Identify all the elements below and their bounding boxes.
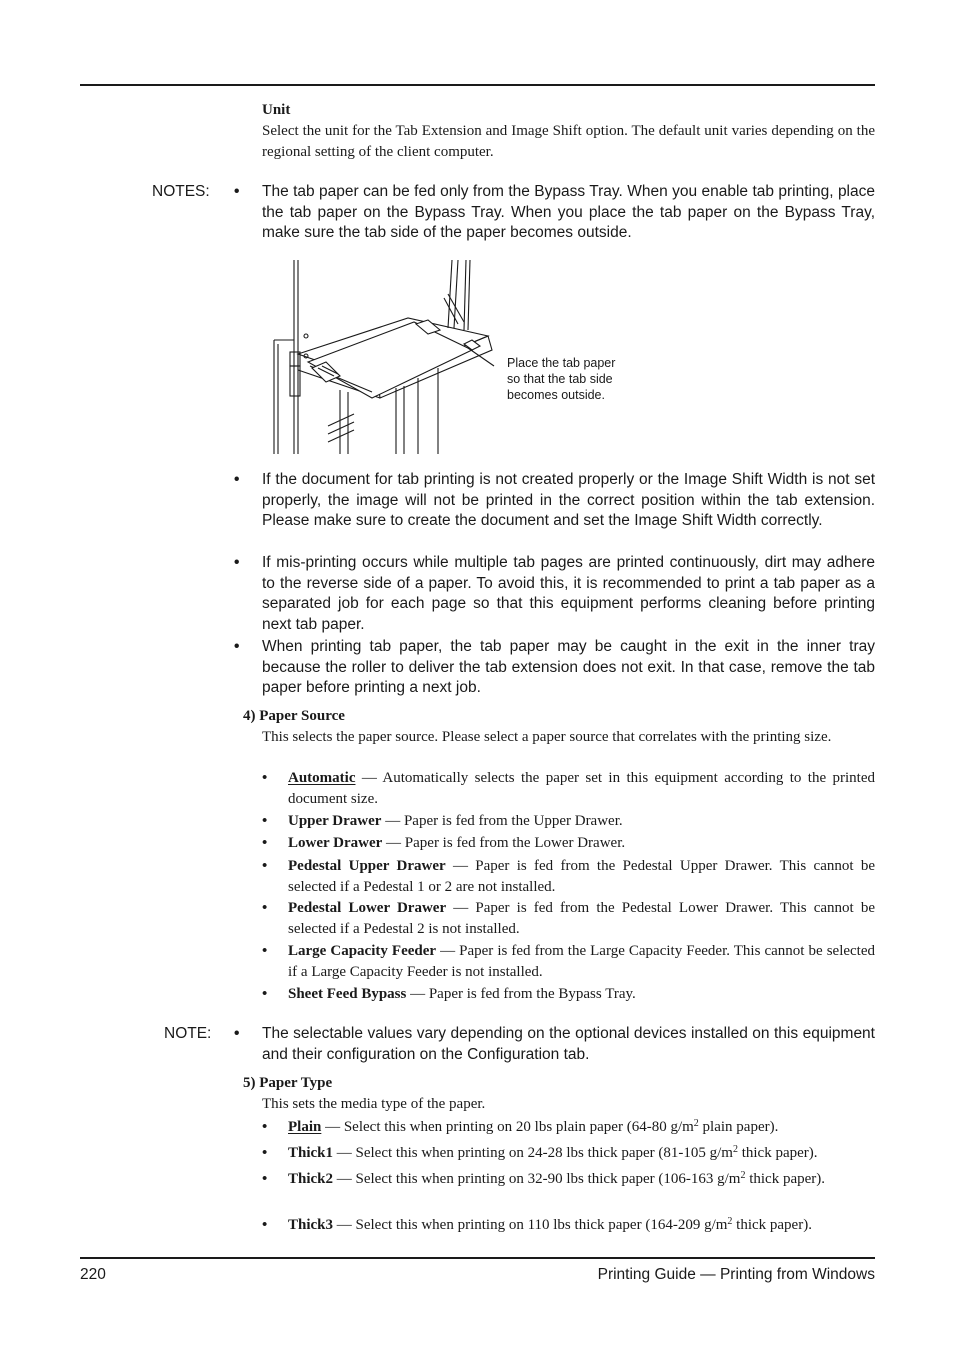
paper-source-item	[288, 833, 875, 854]
bullet-icon: •	[262, 858, 268, 874]
footer-title: Printing Guide — Printing from Windows	[597, 1266, 875, 1283]
option-desc: thick paper).	[745, 1171, 826, 1187]
option-desc: — Select this when printing on 32-90 lbs thick paper (106-163 g/m	[333, 1171, 741, 1187]
option-desc: thick paper).	[737, 1145, 818, 1161]
option-desc: — Select this when printing on 24-28 lbs thick paper (81-105 g/m	[333, 1145, 733, 1161]
note-item-2: If the document for tab printing is not created properly or the Image Shift Width is not set properly, the image will not be printed in the correct position within the tab extension. Please make sure to create the document and set the Image Shift Width correctly.	[262, 471, 875, 530]
option-desc: — Paper is fed from the Pedestal Upper Drawer. This cannot be selected if a Pedestal 1 or 2 are not installed.	[288, 858, 875, 895]
bullet-icon: •	[262, 1119, 268, 1135]
option-desc: thick paper).	[732, 1217, 812, 1233]
callout-line: becomes outside.	[507, 388, 605, 402]
footer-rule	[80, 1257, 875, 1259]
paper-source-item	[288, 941, 875, 983]
bullet-icon: •	[262, 1171, 268, 1187]
note-item-1: The tab paper can be fed only from the Bypass Tray. When you enable tab printing, place the tab paper on the Bypass Tray. When you place the tab paper on the Bypass Tray, make sure the tab side of the paper becomes outside.	[262, 183, 875, 242]
bullet-icon: •	[234, 183, 240, 200]
bullet-icon: •	[262, 1145, 268, 1161]
paper-source-item	[288, 984, 875, 1005]
note-item-3: If mis-printing occurs while multiple tab pages are printed continuously, dirt may adhere to the reverse side of a paper. To avoid this, it is recommended to print a tab paper as a separated job for each page so that this equipment performs cleaning before printing next tab paper.	[262, 554, 875, 633]
note-item-4: When printing tab paper, the tab paper may be caught in the exit in the inner tray because the roller to deliver the tab extension does not exit. In that case, remove the tab paper before printing a next job.	[262, 638, 875, 697]
bullet-icon: •	[262, 835, 268, 851]
option-term: Thick2	[288, 1171, 334, 1187]
option-desc: — Paper is fed from the Large Capacity Feeder. This cannot be selected if a Large Capacity Feeder is not installed.	[288, 943, 875, 980]
callout-line: so that the tab side	[507, 372, 613, 386]
bullet-icon: •	[234, 638, 240, 655]
option-desc: — Paper is fed from the Bypass Tray.	[406, 986, 636, 1002]
option-desc: — Paper is fed from the Pedestal Lower Drawer. This cannot be selected if a Pedestal 2 is not installed.	[288, 900, 876, 937]
option-term: Large Capacity Feeder	[288, 943, 437, 959]
bullet-icon: •	[234, 471, 240, 488]
callout-line: Place the tab paper	[507, 356, 616, 370]
bullet-icon: •	[234, 554, 240, 571]
option-term: Automatic	[288, 770, 356, 786]
option-desc: — Paper is fed from the Lower Drawer.	[382, 835, 626, 851]
paper-source-item	[288, 811, 875, 832]
option-desc: — Select this when printing on 110 lbs thick paper (164-209 g/m	[333, 1217, 728, 1233]
bullet-icon: •	[262, 943, 268, 959]
note-text: The selectable values vary depending on the optional devices installed on this equipment and their configuration on the Configuration tab.	[262, 1025, 875, 1063]
note-label: NOTE:	[164, 1025, 212, 1042]
paper-type-intro: This sets the media type of the paper.	[262, 1096, 486, 1112]
superscript: 2	[740, 1170, 746, 1181]
option-term: Upper Drawer	[288, 813, 382, 829]
bullet-icon: •	[234, 1025, 240, 1042]
paper-source-item	[288, 768, 875, 810]
option-desc: — Select this when printing on 20 lbs plain paper (64-80 g/m	[321, 1119, 694, 1135]
option-term: Sheet Feed Bypass	[288, 986, 407, 1002]
bullet-icon: •	[262, 986, 268, 1002]
superscript: 2	[693, 1118, 699, 1129]
bullet-icon: •	[262, 900, 268, 916]
unit-text: Select the unit for the Tab Extension and Image Shift option. The default unit varies depending on the regional setting of the client computer.	[262, 123, 875, 160]
paper-type-heading: 5) Paper Type	[243, 1075, 333, 1091]
option-term: Plain	[288, 1119, 322, 1135]
bullet-icon: •	[262, 813, 268, 829]
paper-type-item	[288, 1117, 875, 1138]
bullet-icon: •	[262, 1217, 268, 1233]
bypass-tray-illustration	[268, 258, 508, 458]
option-term: Pedestal Lower Drawer	[288, 900, 447, 916]
paper-type-item	[288, 1215, 875, 1236]
paper-type-item	[288, 1143, 875, 1164]
page-number: 220	[80, 1266, 106, 1283]
figure-callout	[507, 355, 615, 403]
notes-label: NOTES:	[152, 183, 210, 200]
paper-source-heading: 4) Paper Source	[243, 708, 345, 724]
superscript: 2	[727, 1216, 733, 1227]
superscript: 2	[732, 1144, 738, 1155]
paper-type-item	[288, 1169, 875, 1190]
option-desc: — Paper is fed from the Upper Drawer.	[381, 813, 623, 829]
option-term: Thick1	[288, 1145, 334, 1161]
option-term: Lower Drawer	[288, 835, 383, 851]
paper-source-intro: This selects the paper source. Please select a paper source that correlates with the printing size.	[262, 729, 832, 745]
paper-source-item	[288, 898, 875, 940]
bullet-icon: •	[262, 770, 268, 786]
option-term: Thick3	[288, 1217, 334, 1233]
option-term: Pedestal Upper Drawer	[288, 858, 446, 874]
paper-source-item	[288, 856, 875, 898]
unit-heading: Unit	[262, 102, 291, 118]
top-rule	[80, 84, 875, 86]
option-desc: — Automatically selects the paper set in this equipment according to the printed document size.	[288, 770, 875, 807]
option-desc: plain paper).	[698, 1119, 779, 1135]
